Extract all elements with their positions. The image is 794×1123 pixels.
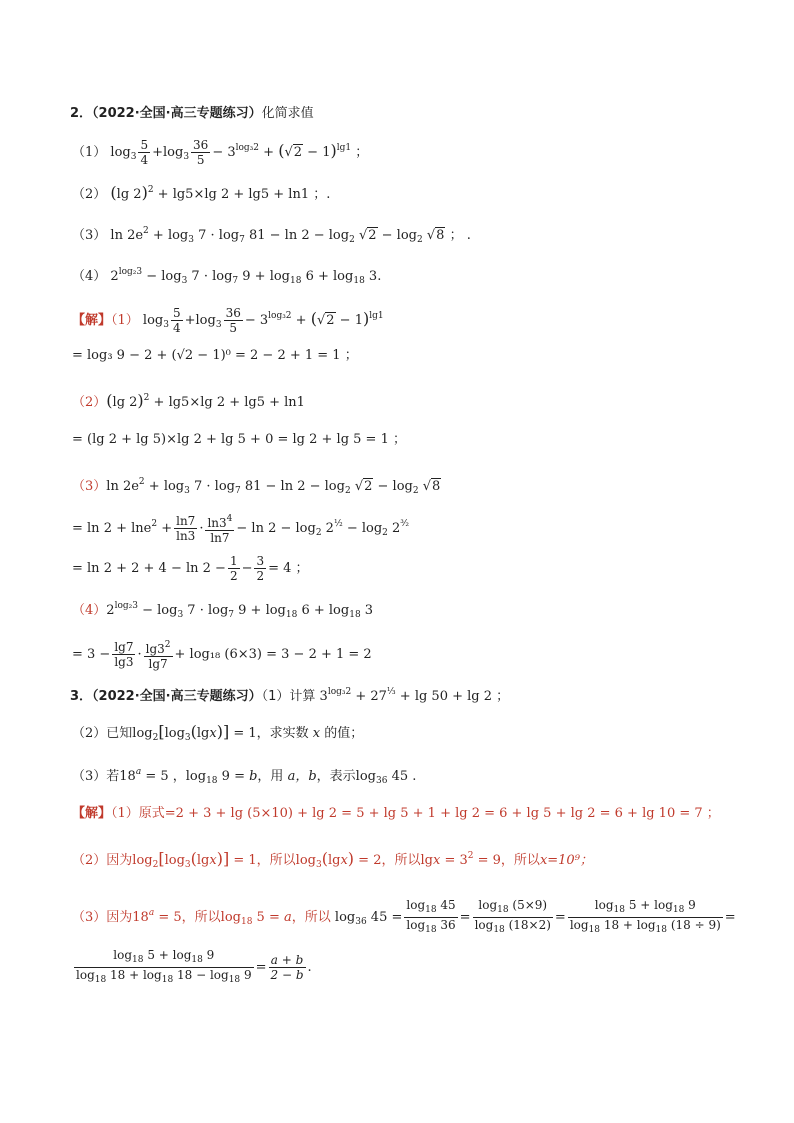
q2-solution-part4: $(4)2^{log_23} - \log_3 7 \cdot \log_7 9 + \log_{18} 6 + \log_{18} 3$ <box>72 601 374 620</box>
q3-number: 3． <box>70 689 93 704</box>
q2-solution-part1: 【解】（1） $\log_3$ $\frac{5}{4}$ $+\log_3$ $\frac{36}{5}$ − $3^{log_32} + (√2 - 1)^{lg1}$ <box>72 306 384 335</box>
q2-solution-part3-step3: = ln 2 + 2 + 4 − ln 2 − $\frac{1}{2}$ − $\frac{3}{2}$ = 4 ； <box>72 554 309 583</box>
q3-solution-part3-result: $\frac{\log_{18} 5 + \log_{18} 9}{\log_{18} 18 + \log_{18} 18 - \log_{18} 9}$ = $\frac{a + b}{2 - b}$ . <box>76 948 312 985</box>
q2-number: 2． <box>70 106 93 121</box>
q3-solution-part1: 【解】（1）原式=2 + 3 + lg (5×10) + lg 2 = 5 + lg 5 + 1 + lg 2 = 6 + lg 5 + lg 2 = 6 + lg 10 = 7 ； <box>72 806 720 821</box>
q3-header: 3．（2022·全国·高三专题练习）（1）计算 $3^{log_32} + 27^{\frac{1}{3}} + \lg 50 + \lg 2$ ； <box>70 687 510 704</box>
solution-tag: 【解】 <box>72 806 112 821</box>
q3-part2: （2）已知$\log_2[\log_3(\lg x)] = 1$，求实数 x 的值； <box>72 722 364 743</box>
q3-part3: （3）若$18^a = 5$ ，$\log_{18} 9 = b$，用 a，b，表示$\log_{36} 45$ . <box>72 767 417 786</box>
q2-source: （2022·全国·高三专题练习） <box>92 106 262 121</box>
q2-part1: （1） $\log_3$ $\frac{5}{4}$ $+\log_3$ $\frac{36}{5}$ − $3^{log_32} + (√2 - 1)^{lg1}$ ； <box>72 138 369 167</box>
q2-solution-part3-step2: = ln 2 + lne$^2$ + $\frac{\ln 7}{\ln 3}$ · $\frac{\ln 3^4}{\ln 7}$ − $\ln 2 - \log_2 2^{\frac{1}{2}} - \log_2 2^{^3⁄_2}$ <box>72 514 410 545</box>
q2-header <box>70 106 314 122</box>
q2-instruction: 化简求值 <box>261 106 314 121</box>
q2-solution-part2-result: = (lg 2 + lg 5)×lg 2 + lg 5 + 0 = lg 2 + lg 5 = 1 ； <box>72 432 406 447</box>
q3-solution-part3: （3）因为$18^a = 5$，所以$\log_{18} 5 = a$，所以 $\log_{36} 45$ = $\frac{\log_{18} 45}{\log_{18} 36}$ = $\frac{\log_{18} (5\times 9)}{\log_{18} (18\times 2)}$ = $\frac{\log_{18} 5 + \log_{18} 9}{\log_{18} 18 + \log_{18} (18 \div 9)}$ = <box>72 898 736 935</box>
q2-part2: （2） (lg 2)$^2$ + lg5×lg 2 + lg5 + ln1 ；. <box>72 183 331 202</box>
q2-solution-part4-result: = 3 − $\frac{\lg 7}{\lg 3}$ · $\frac{\lg 3^2}{\lg 7}$ + log₁₈ (6×3) = 3 − 2 + 1 = 2 <box>72 640 372 671</box>
q2-solution-part2: （2）(lg 2)$^2$ + lg5×lg 2 + lg5 + ln1 <box>72 391 305 410</box>
q2-solution-part3: （3）ln $2e^2 + \log_3 7 \cdot \log_7 81 - \ln 2 - \log_2 √2 - \log_2 √8$ <box>72 477 441 496</box>
q2-part3: （3） $\ln 2e^2 + \log_3 7 \cdot \log_7 81 - \ln 2 - \log_2 √2 - \log_2 √8$ ； . <box>72 226 471 245</box>
solution-tag: 【解】 <box>72 313 112 328</box>
q2-part4: （4） $2^{log_23} - \log_3 7 \cdot \log_7 9 + \log_{18} 6 + \log_{18} 3$. <box>72 267 382 286</box>
q3-solution-part2: （2）因为$\log_2[\log_3(\lg x)] = 1$，所以$\log_3(\lg x) = 2$，所以$\lg x = 3^2 = 9$，所以x=10⁹； <box>72 849 593 870</box>
q2-solution-part1-result: = log₃ 9 − 2 + (√2 − 1)⁰ = 2 − 2 + 1 = 1 ； <box>72 348 358 363</box>
q3-source: （2022·全国·高三专题练习） <box>92 689 262 704</box>
